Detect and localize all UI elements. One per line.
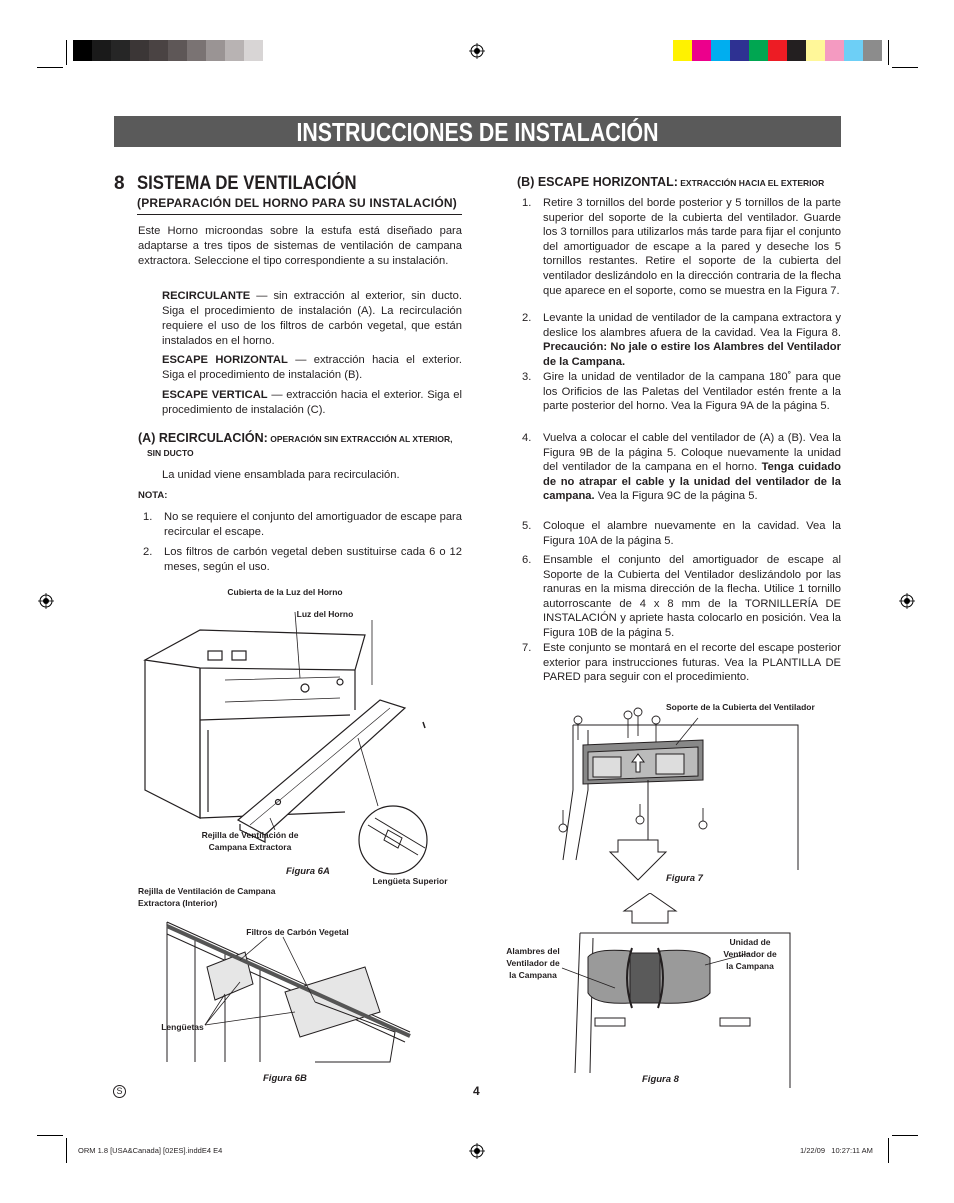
figure-7-caption-bracket: Soporte de la Cubierta del Ventilador xyxy=(666,702,815,712)
option-text: — sin extracción al exterior, sin ducto. Siga el procedimiento de instalación (A). La recirculación requiere el uso de los filtros de carbón vegetal, que están instalados en el horno. xyxy=(162,290,462,347)
subsection-a-desc: OPERACIÓN SIN EXTRACCIÓN AL XTERIOR, xyxy=(267,434,453,444)
option-escape-horizontal xyxy=(162,353,462,383)
color-swatch xyxy=(730,40,749,61)
step-2 xyxy=(522,311,842,366)
language-mark xyxy=(113,1085,126,1098)
registration-mark-icon xyxy=(469,43,485,59)
figure-7-label: Figura 7 xyxy=(666,873,703,884)
caption-line: Unidad de xyxy=(729,937,771,947)
crop-mark xyxy=(37,1135,63,1136)
crop-mark xyxy=(66,40,67,65)
option-label: ESCAPE VERTICAL xyxy=(162,389,268,401)
note-number: 2. xyxy=(143,546,153,558)
subsection-a-title: (A) RECIRCULACIÓN: xyxy=(138,431,268,445)
figure-8-caption-wires xyxy=(497,945,569,981)
page-number: 4 xyxy=(473,1084,480,1098)
color-swatch xyxy=(844,40,863,61)
color-swatch xyxy=(863,40,882,61)
step-number: 1. xyxy=(522,197,532,209)
color-swatch xyxy=(749,40,768,61)
color-swatch xyxy=(806,40,825,61)
caption-line: la Campana xyxy=(726,961,774,971)
figure-6a-label: Figura 6A xyxy=(286,866,330,877)
section-title: SISTEMA DE VENTILACIÓN xyxy=(137,173,357,194)
language-letter: S xyxy=(116,1086,123,1096)
note-text: No se requiere el conjunto del amortiguador de escape para recircular el escape. xyxy=(164,511,462,538)
color-swatch xyxy=(111,40,130,61)
step-text-bold: Precaución: No jale o estire los Alambres del Ventilador de la Campana. xyxy=(543,341,841,368)
footer-timestamp: 1/22/09 10:27:11 AM xyxy=(800,1146,873,1155)
color-swatch xyxy=(206,40,225,61)
caption-line: Campana Extractora xyxy=(208,842,292,852)
color-swatch xyxy=(673,40,692,61)
section-number: 8 xyxy=(114,173,125,194)
caption-line: Extractora (Interior) xyxy=(138,898,218,908)
crop-mark xyxy=(66,1138,67,1163)
crop-mark xyxy=(888,40,889,65)
step-text: Gire la unidad de ventilador de la campana 180˚ para que los Orificios de las Paletas del Ventilador estén frente a la parte posterior del horno. Vea la Figura 9A de la página 5. xyxy=(543,371,841,413)
step-number: 5. xyxy=(522,520,532,532)
section-subtitle: (PREPARACIÓN DEL HORNO PARA SU INSTALACIÓN) xyxy=(137,196,457,210)
caption-line: Alambres del xyxy=(506,946,560,956)
figure-6a-caption-tab: Lengüeta Superior xyxy=(372,876,448,886)
step-text-plain: Levante la unidad de ventilador de la campana extractora y deslice los alambres afuera de la cavidad. Vea la Figura 8. xyxy=(543,312,841,339)
step-text: Ensamble el conjunto del amortiguador de escape al Soporte de la Cubierta del Ventilador deslizándolo por las ranuras en la misma dirección de la flecha. Utilice 1 tornillo autorroscante de 4 x 8 mm de la TORNILLERÍA DE INSTALACIÓN y apriete hasta colocarlo en posición. Vea la Figura 10B de la página 5. xyxy=(543,554,841,639)
caption-line: la Campana xyxy=(509,970,557,980)
note-2 xyxy=(143,545,463,575)
crop-mark xyxy=(888,1138,889,1163)
figure-6b-caption-tabs: Lengüetas xyxy=(161,1022,204,1032)
option-label: RECIRCULANTE xyxy=(162,290,251,302)
figure-6b-caption-grille xyxy=(138,885,298,909)
step-number: 4. xyxy=(522,432,532,444)
step-text-plain: Vuelva a colocar el cable del ventilador de (A) a (B). Vea la Figura 9B de la página 5. Coloque nuevamente la unidad del ventilador de la campana en el horno. xyxy=(543,432,841,474)
step-6 xyxy=(522,553,842,637)
step-number: 6. xyxy=(522,554,532,566)
subsection-b-heading xyxy=(517,175,824,189)
color-swatch xyxy=(787,40,806,61)
color-swatch xyxy=(768,40,787,61)
step-text: Coloque el alambre nuevamente en la cavidad. Vea la Figura 10A de la página 5. xyxy=(543,520,841,547)
crop-mark xyxy=(892,67,918,68)
step-text xyxy=(543,431,841,504)
registration-mark-icon xyxy=(38,593,54,609)
note-1 xyxy=(143,510,463,540)
registration-mark-icon xyxy=(899,593,915,609)
figure-6b-label: Figura 6B xyxy=(263,1073,307,1084)
note-number: 1. xyxy=(143,511,153,523)
color-swatch xyxy=(225,40,244,61)
figure-6a-caption-light: Luz del Horno xyxy=(296,609,354,619)
figure-6a-caption-grille xyxy=(190,829,310,853)
color-swatch xyxy=(244,40,263,61)
step-text-bold: Tenga cuidado de no atrapar el cable y la unidad del ventilador de la campana. xyxy=(543,461,841,503)
step-7 xyxy=(522,641,842,686)
color-swatch xyxy=(149,40,168,61)
option-escape-vertical xyxy=(162,388,462,418)
page-title: INSTRUCCIONES DE INSTALACIÓN xyxy=(296,117,659,147)
step-number: 3. xyxy=(522,371,532,383)
step-3 xyxy=(522,370,842,425)
color-swatch xyxy=(187,40,206,61)
step-1 xyxy=(522,196,842,308)
color-swatch xyxy=(130,40,149,61)
step-text: Retire 3 tornillos del borde posterior y 5 tornillos de la parte superior del soporte de la cubierta del ventilador. Guarde los 3 tornillos para utilizarlos más tarde para fijar el conjunto del amortiguador de escape a la pared y deseche los 5 tornillos restantes. Retire el soporte de la cubierta del ventilador deslizándolo en la dirección contraria de la flecha que aparece en el soporte, como se muestra en la Figura 7. xyxy=(543,197,841,297)
step-text xyxy=(543,311,841,369)
figure-7-illustration xyxy=(548,700,828,890)
step-text: Este conjunto se montará en el recorte del escape posterior exterior para instrucciones futuras. Vea la PLANTILLA DE PARED para seguir con el procedimiento. xyxy=(543,642,841,684)
subsection-a-desc-cont: SIN DUCTO xyxy=(147,448,194,458)
section-divider xyxy=(137,214,462,215)
figure-8-label: Figura 8 xyxy=(642,1074,679,1085)
caption-line: Ventilador de xyxy=(723,949,777,959)
step-number: 7. xyxy=(522,642,532,654)
step-4 xyxy=(522,431,842,515)
registration-mark-icon xyxy=(469,1143,485,1159)
step-5 xyxy=(522,519,842,549)
option-text: — extracción hacia el exterior. Siga el procedimiento de instalación (B). xyxy=(162,354,462,381)
caption-line: Rejilla de Ventilación de xyxy=(201,830,299,840)
crop-mark xyxy=(892,1135,918,1136)
subsection-b-desc: EXTRACCIÓN HACIA EL EXTERIOR xyxy=(677,178,825,188)
color-swatch xyxy=(168,40,187,61)
option-recirculante xyxy=(162,289,462,349)
note-text: Los filtros de carbón vegetal deben sustituirse cada 6 o 12 meses, según el uso. xyxy=(164,546,462,573)
crop-mark xyxy=(37,67,63,68)
figure-8-illustration xyxy=(560,893,810,1093)
option-text: — extracción hacia el exterior. Siga el procedimiento de instalación (C). xyxy=(162,389,462,416)
color-swatch xyxy=(692,40,711,61)
subsection-a-heading xyxy=(138,431,453,445)
color-swatch xyxy=(711,40,730,61)
color-swatch xyxy=(92,40,111,61)
intro-paragraph: Este Horno microondas sobre la estufa está diseñado para adaptarse a tres tipos de sistemas de ventilación de campana extractora. Seleccione el tipo correspondiente a su instalación. xyxy=(138,225,462,267)
figure-6b-caption-filters: Filtros de Carbón Vegetal xyxy=(246,927,349,937)
subsection-a-text: La unidad viene ensamblada para recirculación. xyxy=(162,469,400,481)
note-heading: NOTA: xyxy=(138,490,168,501)
step-number: 2. xyxy=(522,312,532,324)
option-label: ESCAPE HORIZONTAL xyxy=(162,354,288,366)
footer-filename: ORM 1.8 [USA&Canada] [02ES].inddE4 E4 xyxy=(78,1146,223,1155)
step-text-plain: Vea la Figura 9C de la página 5. xyxy=(594,490,758,503)
figure-6a-caption-light-cover: Cubierta de la Luz del Horno xyxy=(227,587,343,597)
color-swatch xyxy=(73,40,92,61)
color-swatch xyxy=(825,40,844,61)
caption-line: Ventilador de xyxy=(506,958,560,968)
caption-line: Rejilla de Ventilación de Campana xyxy=(138,886,276,896)
subsection-b-title: (B) ESCAPE HORIZONTAL: xyxy=(517,175,678,189)
figure-8-caption-fan-unit xyxy=(715,936,785,972)
